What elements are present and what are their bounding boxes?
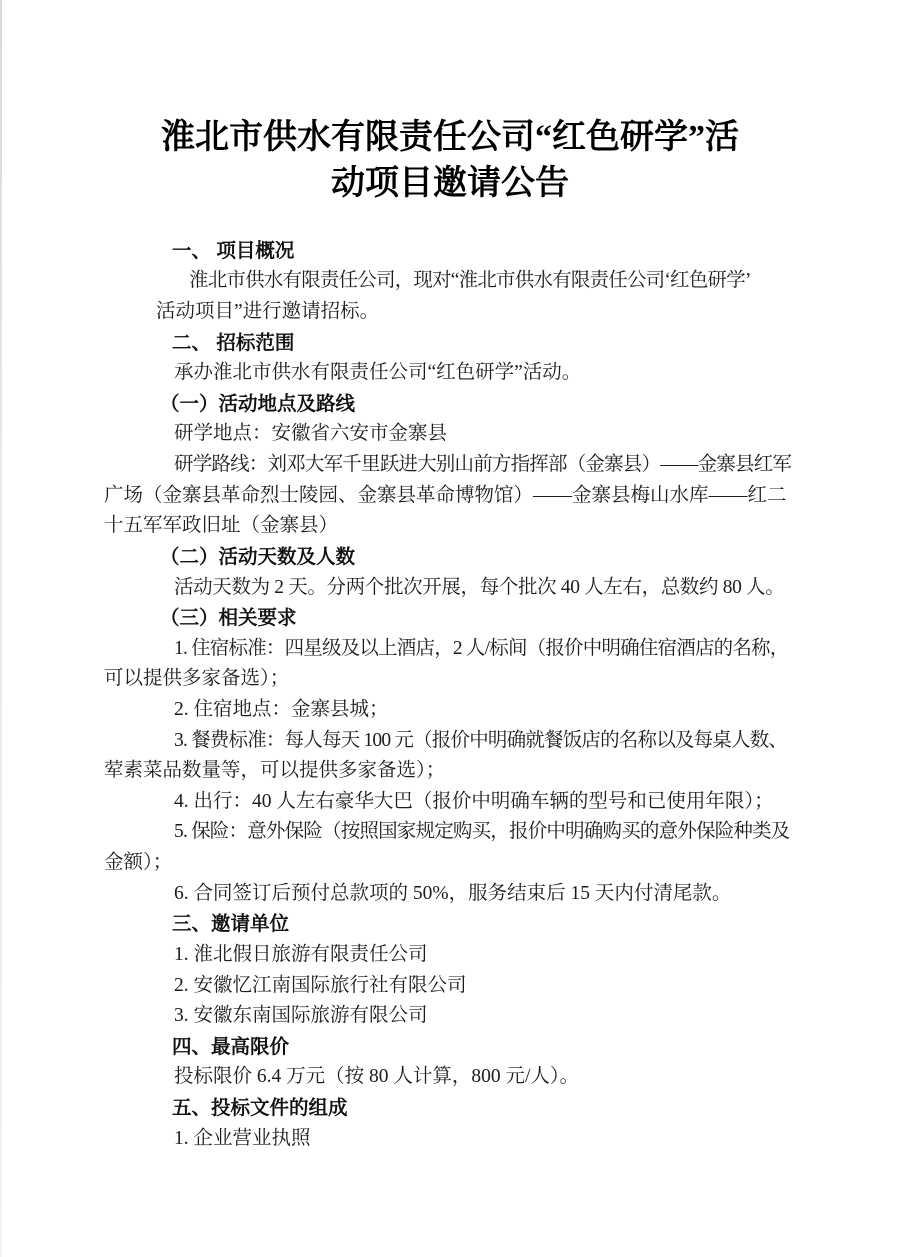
heading-section-4: 四、最高限价 [172, 1036, 290, 1058]
subheading-days-people: （二）活动天数及人数 [160, 546, 356, 568]
body-line: 可以提供多家备选）； [104, 668, 290, 689]
list-item-invitee-1: 1. 淮北假日旅游有限责任公司 [174, 944, 428, 965]
body-line: 十五军军政旧址（金寨县） [104, 515, 339, 536]
list-item-invitee-3: 3. 安徽东南国际旅游有限公司 [174, 1005, 428, 1026]
body-line: 活动项目”进行邀请招标。 [156, 301, 380, 322]
heading-section-5: 五、投标文件的组成 [172, 1097, 348, 1119]
body-line: 金额）； [104, 852, 173, 873]
body-line: 广场（金寨县革命烈士陵园、金寨县革命博物馆）——金寨县梅山水库——红二 [104, 485, 787, 506]
document-title-line-2: 动项目邀请公告 [331, 165, 569, 202]
body-line: 荤素菜品数量等，可以提供多家备选）； [104, 760, 446, 781]
body-line: 研学路线：刘邓大军千里跃进大别山前方指挥部（金寨县）——金寨县红军 [174, 454, 792, 475]
list-item-insurance: 5. 保险：意外保险（按照国家规定购买，报价中明确购买的意外保险种类及 [174, 821, 790, 842]
list-item-transport: 4. 出行：40 人左右豪华大巴（报价中明确车辆的型号和已使用年限）； [174, 791, 774, 812]
body-line: 投标限价 6.4 万元（按 80 人计算，800 元/人）。 [174, 1066, 580, 1087]
list-item-lodging-standard: 1. 住宿标准：四星级及以上酒店，2 人/标间（报价中明确住宿酒店的名称， [174, 638, 789, 659]
list-item-lodging-place: 2. 住宿地点：金寨县城； [174, 699, 389, 720]
list-item-payment: 6. 合同签订后预付总款项的 50%，服务结束后 15 天内付清尾款。 [174, 883, 732, 904]
list-item-invitee-2: 2. 安徽忆江南国际旅行社有限公司 [174, 975, 467, 996]
list-item-business-license: 1. 企业营业执照 [174, 1128, 311, 1149]
document-title-line-1: 淮北市供水有限责任公司“红色研学”活 [161, 119, 739, 156]
heading-section-3: 三、邀请单位 [172, 913, 290, 935]
body-line: 研学地点：安徽省六安市金寨县 [174, 423, 448, 444]
subheading-requirements: （三）相关要求 [160, 607, 297, 629]
list-item-meal-standard: 3. 餐费标准：每人每天 100 元（报价中明确就餐饭店的名称以及每桌人数、 [174, 730, 788, 751]
heading-section-2: 二、 招标范围 [172, 332, 295, 354]
subheading-location-route: （一）活动地点及路线 [160, 393, 356, 415]
body-line: 淮北市供水有限责任公司，现对“淮北市供水有限责任公司‘红色研学’ [189, 270, 751, 291]
body-line: 活动天数为 2 天。分两个批次开展，每个批次 40 人左右，总数约 80 人。 [174, 577, 785, 598]
heading-section-1: 一、 项目概况 [172, 240, 295, 262]
body-line: 承办淮北市供水有限责任公司“红色研学”活动。 [174, 362, 582, 383]
